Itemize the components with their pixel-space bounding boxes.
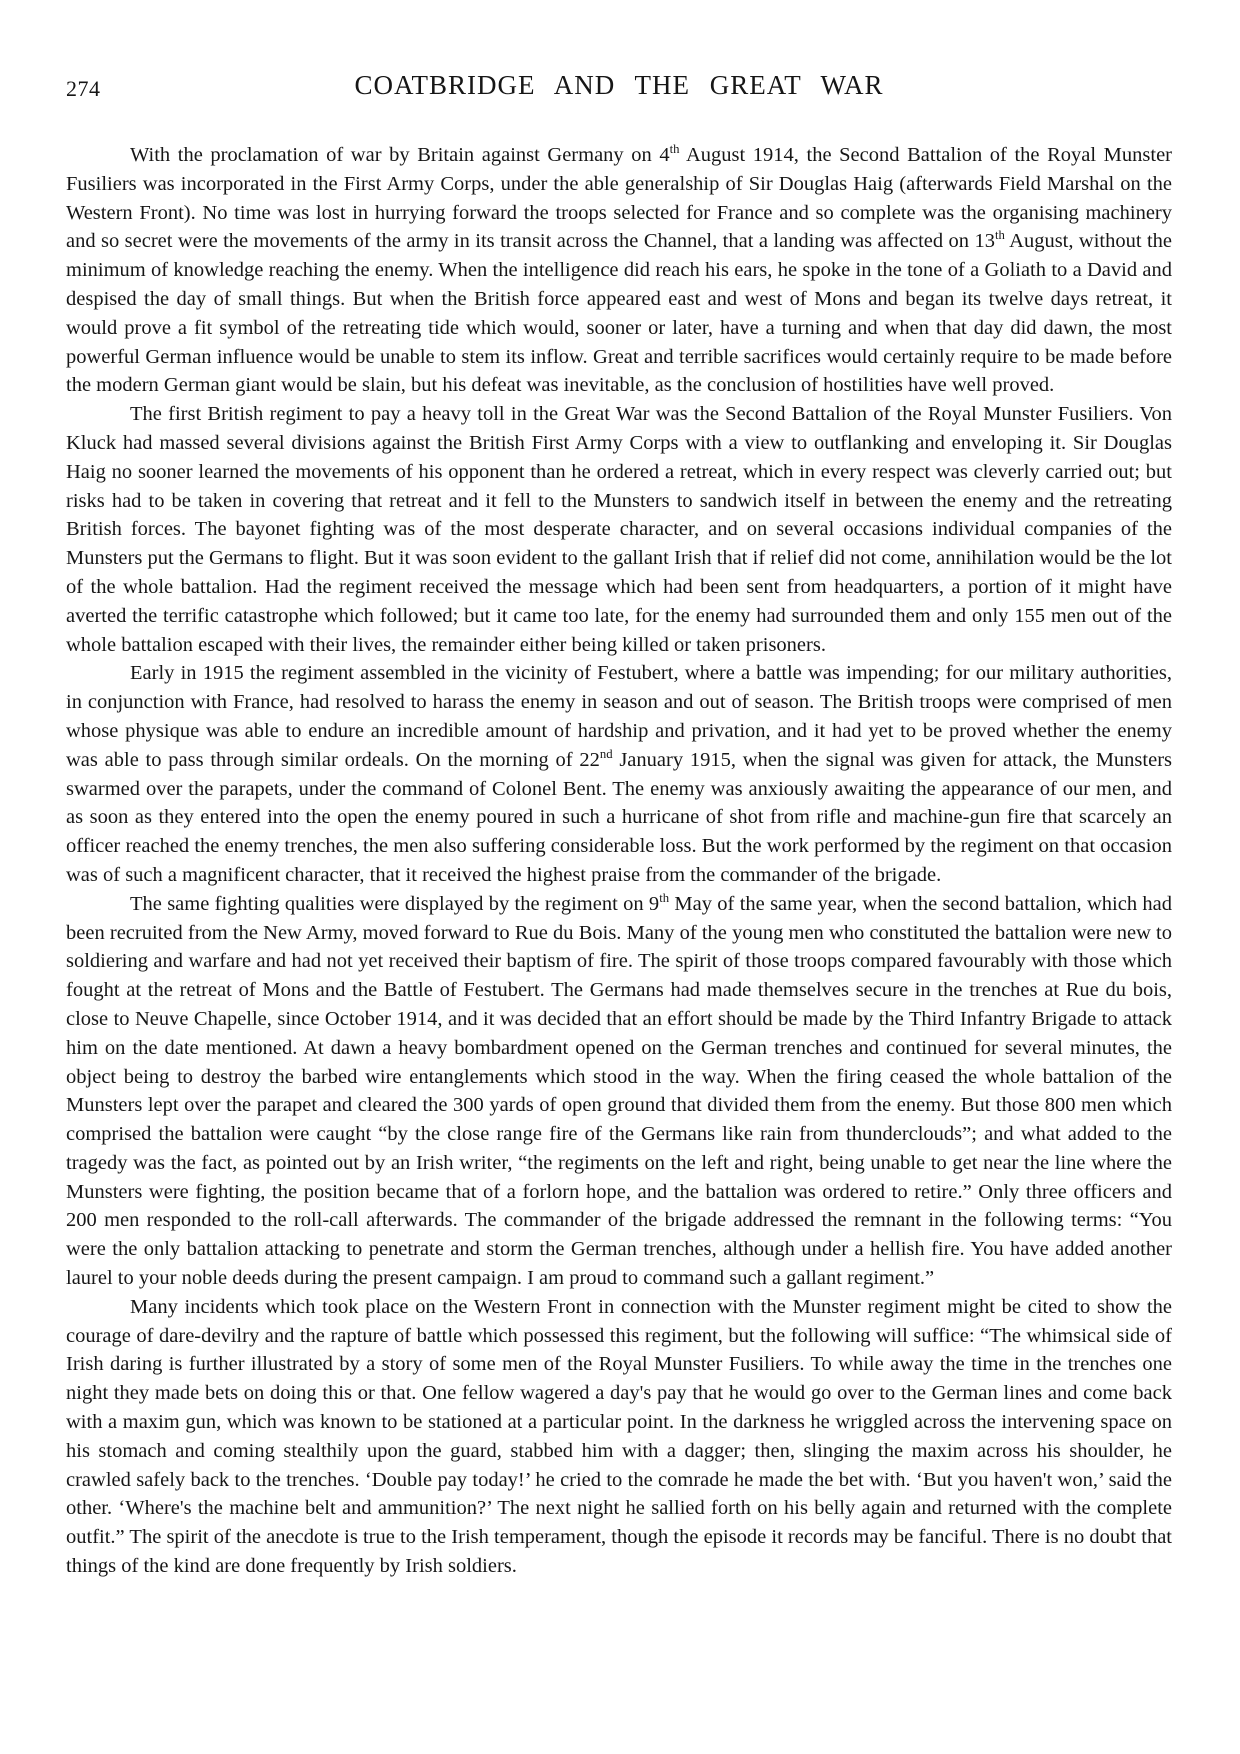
body-text bbox=[66, 141, 1172, 1581]
page-title: COATBRIDGE AND THE GREAT WAR bbox=[354, 70, 884, 100]
paragraph: Early in 1915 the regiment assembled in the vicinity of Festubert, where a battle was impending; for our military authorities, in conjunction with France, had resolved to harass the enemy in season and out of season. The British troops were comprised of men whose physique was able to endure an incredible amount of hardship and privation, and it had yet to be proved whether the enemy was able to pass through similar ordeals. On the morning of 22nd January 1915, when the signal was given for attack, the Munsters swarmed over the parapets, under the command of Colonel Bent. The enemy was anxiously awaiting the appearance of our men, and as soon as they entered into the open the enemy poured in such a hurricane of shot from rifle and machine-gun fire that scarcely an officer reached the enemy trenches, the men also suffering considerable loss. But the work performed by the regiment on that occasion was of such a magnificent character, that it received the highest praise from the commander of the brigade. bbox=[66, 662, 1172, 886]
page-header bbox=[66, 70, 1172, 104]
paragraph: With the proclamation of war by Britain against Germany on 4th August 1914, the Second Battalion of the Royal Munster Fusiliers was incorporated in the First Army Corps, under the able generalship of Sir Douglas Haig (afterwards Field Marshal on the Western Front). No time was lost in hurrying forward the troops selected for France and so complete was the organising machinery and so secret were the movements of the army in its transit across the Channel, that a landing was affected on 13th August, without the minimum of knowledge reaching the enemy. When the intelligence did reach his ears, he spoke in the tone of a Goliath to a David and despised the day of small things. But when the British force appeared east and west of Mons and began its twelve days retreat, it would prove a fit symbol of the retreating tide which would, sooner or later, have a turning and when that day did dawn, the most powerful German influence would be unable to stem its inflow. Great and terrible sacrifices would certainly require to be made before the modern German giant would be slain, but his defeat was inevitable, as the conclusion of hostilities have well proved. bbox=[66, 142, 1172, 397]
ordinal-superscript: nd bbox=[599, 746, 613, 761]
paragraph: The same fighting qualities were displayed by the regiment on 9th May of the same year, when the second battalion, which had been recruited from the New Army, moved forward to Rue du Bois. Many of the young men who constituted the battalion were new to soldiering and warfare and had not yet received their baptism of fire. The spirit of those troops compared favourably with those which fought at the retreat of Mons and the Battle of Festubert. The Germans had made themselves secure in the trenches at Rue du bois, close to Neuve Chapelle, since October 1914, and it was decided that an effort should be made by the Third Infantry Brigade to attack him on the date mentioned. At dawn a heavy bombardment opened on the German trenches and continued for several minutes, the object being to destroy the barbed wire entanglements which stood in the way. When the firing ceased the whole battalion of the Munsters lept over the parapet and cleared the 300 yards of open ground that divided them from the enemy. But those 800 men which comprised the battalion were caught “by the close range fire of the Germans like rain from thunderclouds”; and what added to the tragedy was the fact, as pointed out by an Irish writer, “the regiments on the left and right, being unable to get near the line where the Munsters were fighting, the position became that of a forlorn hope, and the battalion was ordered to retire.” Only three officers and 200 men responded to the roll-call afterwards. The commander of the brigade addressed the remnant in the following terms: “You were the only battalion attacking to penetrate and storm the German trenches, although under a hellish fire. You have added another laurel to your noble deeds during the present campaign. I am proud to command such a gallant regiment.” bbox=[66, 890, 1172, 1290]
ordinal-superscript: th bbox=[994, 228, 1005, 243]
ordinal-superscript: th bbox=[659, 890, 670, 905]
page-number: 274 bbox=[66, 76, 101, 101]
ordinal-superscript: th bbox=[669, 142, 680, 157]
paragraph: Many incidents which took place on the Western Front in connection with the Munster regiment might be cited to show the courage of dare-devilry and the rapture of battle which possessed this regiment, but the following will suffice: “The whimsical side of Irish daring is further illustrated by a story of some men of the Royal Munster Fusiliers. To while away the time in the trenches one night they made bets on doing this or that. One fellow wagered a day's pay that he would go over to the German lines and come back with a maxim gun, which was known to be stationed at a particular point. In the darkness he wriggled across the intervening space on his stomach and coming stealthily upon the guard, stabbed him with a dagger; then, slinging the maxim across his shoulder, he crawled safely back to the trenches. ‘Double pay today!’ he cried to the comrade he made the bet with. ‘But you haven't won,’ said the other. ‘Where's the machine belt and ammunition?’ The next night he sallied forth on his belly again and returned with the complete outfit.” The spirit of the anecdote is true to the Irish temperament, though the episode it records may be fanciful. There is no doubt that things of the kind are done frequently by Irish soldiers. bbox=[66, 1295, 1172, 1578]
paragraph: The first British regiment to pay a heavy toll in the Great War was the Second Battalion of the Royal Munster Fusiliers. Von Kluck had massed several divisions against the British First Army Corps with a view to outflanking and enveloping it. Sir Douglas Haig no sooner learned the movements of his opponent than he ordered a retreat, which in every respect was cleverly carried out; but risks had to be taken in covering that retreat and it fell to the Munsters to sandwich itself in between the enemy and the retreating British forces. The bayonet fighting was of the most desperate character, and on several occasions individual companies of the Munsters put the Germans to flight. But it was soon evident to the gallant Irish that if relief did not come, annihilation would be the lot of the whole battalion. Had the regiment received the message which had been sent from headquarters, a portion of it might have averted the terrific catastrophe which followed; but it came too late, for the enemy had surrounded them and only 155 men out of the whole battalion escaped with their lives, the remainder either being killed or taken prisoners. bbox=[66, 403, 1172, 656]
